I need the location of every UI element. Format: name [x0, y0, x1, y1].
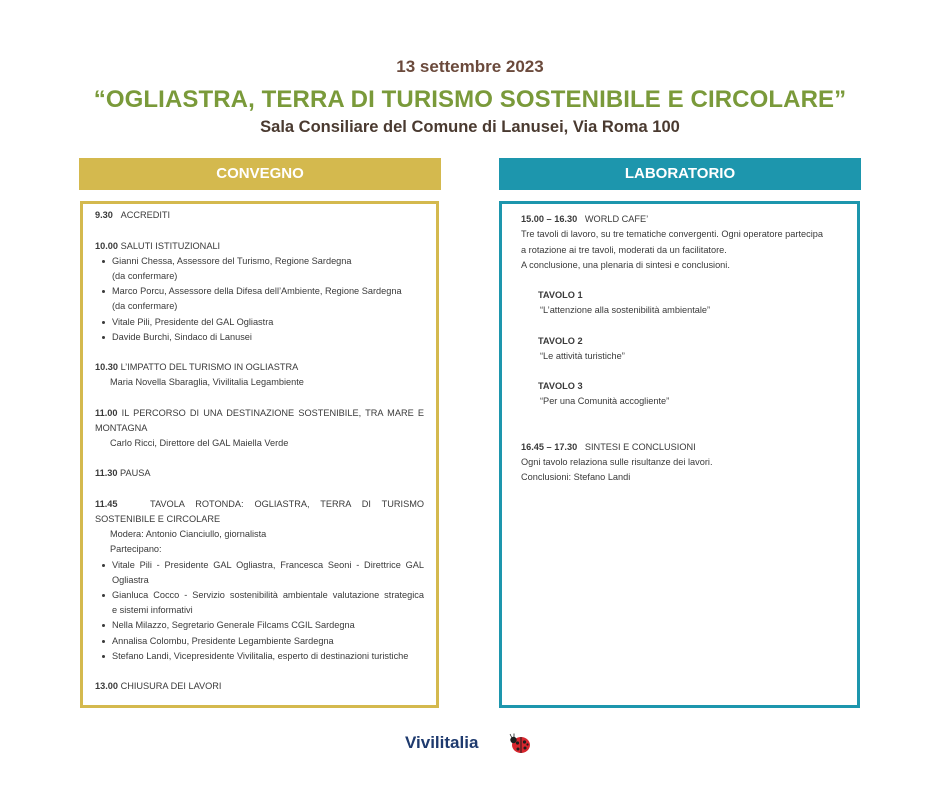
- description-line: A conclusione, una plenaria di sintesi e conclusioni.: [521, 260, 730, 270]
- vivilitalia-logo-text: Vivilitalia: [405, 733, 479, 752]
- program-item-title-cont: SOSTENIBILE E CIRCOLARE: [95, 514, 221, 524]
- list-item-note: (da confermare): [112, 301, 178, 311]
- tavolo-topic: “Per una Comunità accogliente”: [540, 396, 670, 406]
- description-line: a rotazione ai tre tavoli, moderati da un facilitatore.: [521, 245, 727, 255]
- program-item-percorso: [95, 407, 424, 419]
- program-item-title: L’IMPATTO DEL TURISMO IN OGLIASTRA: [120, 362, 299, 372]
- program-item-title: CHIUSURA DEI LAVORI: [120, 681, 222, 691]
- speaker: Carlo Ricci, Direttore del GAL Maiella Verde: [110, 438, 289, 448]
- description-line: Conclusioni: Stefano Landi: [521, 472, 631, 482]
- laboratorio-panel: [499, 201, 860, 708]
- time: 11.00: [95, 408, 118, 418]
- list-item: Annalisa Colombu, Presidente Legambiente Sardegna: [112, 636, 334, 646]
- program-item-world-cafe: [521, 213, 648, 225]
- list-item: Gianni Chessa, Assessore del Turismo, Regione Sardegna: [112, 256, 352, 266]
- list-item: Gianluca Cocco - Servizio sostenibilità ambientale valutazione strategica: [112, 590, 424, 600]
- program-item-title: SINTESI E CONCLUSIONI: [584, 442, 696, 452]
- event-date: 13 settembre 2023: [396, 57, 544, 76]
- program-item-chiusura: [95, 680, 221, 692]
- description-line: Ogni tavolo relaziona sulle risultanze dei lavori.: [521, 457, 713, 467]
- list-item: Nella Milazzo, Segretario Generale Filcams CGIL Sardegna: [112, 620, 355, 630]
- time: 11.30: [95, 468, 118, 478]
- time: 13.00: [95, 681, 118, 691]
- program-item-title: IL PERCORSO DI UNA DESTINAZIONE SOSTENIBILE, TRA MARE E: [121, 408, 424, 418]
- time: 11.45: [95, 499, 118, 509]
- time: 10.30: [95, 362, 118, 372]
- program-item-title: TAVOLA ROTONDA: OGLIASTRA, TERRA DI TURISMO: [150, 499, 424, 509]
- program-item-sintesi: [521, 441, 696, 453]
- list-item: Davide Burchi, Sindaco di Lanusei: [112, 332, 252, 342]
- list-item: Vitale Pili - Presidente GAL Ogliastra, Francesca Seoni - Direttrice GAL: [112, 560, 424, 570]
- tavolo-topic: “L’attenzione alla sostenibilità ambientale”: [540, 305, 711, 315]
- laboratorio-heading: LABORATORIO: [499, 158, 861, 190]
- program-item-pausa: [95, 467, 151, 479]
- list-item: Stefano Landi, Vicepresidente Vivilitalia, esperto di destinazioni turistiche: [112, 651, 409, 661]
- list-item-cont: e sistemi informativi: [112, 605, 193, 615]
- tavolo-title: TAVOLO 1: [538, 290, 583, 300]
- program-item-title: ACCREDITI: [120, 210, 171, 220]
- tavolo-title: TAVOLO 2: [538, 336, 583, 346]
- convegno-heading: CONVEGNO: [79, 158, 441, 190]
- program-item-tavola: [95, 498, 424, 510]
- description-line: Tre tavoli di lavoro, su tre tematiche convergenti. Ogni operatore partecipa: [521, 229, 823, 239]
- program-item-title: SALUTI ISTITUZIONALI: [120, 241, 221, 251]
- program-item-saluti: [95, 240, 220, 252]
- program-item-accrediti: [95, 209, 170, 221]
- program-item-impatto: [95, 361, 298, 373]
- time: 10.00: [95, 241, 118, 251]
- time: 15.00 – 16.30: [521, 214, 578, 224]
- list-item: Vitale Pili, Presidente del GAL Ogliastra: [112, 317, 274, 327]
- program-item-title-cont: MONTAGNA: [95, 423, 148, 433]
- moderator: Modera: Antonio Cianciullo, giornalista: [110, 529, 267, 539]
- program-item-title: PAUSA: [120, 468, 151, 478]
- participants-label: Partecipano:: [110, 544, 162, 554]
- speaker: Maria Novella Sbaraglia, Vivilitalia Legambiente: [110, 377, 304, 387]
- time: 16.45 – 17.30: [521, 442, 578, 452]
- ladybug-icon: [508, 731, 532, 755]
- event-venue: Sala Consiliare del Comune di Lanusei, Via Roma 100: [260, 118, 680, 136]
- event-title: “OGLIASTRA, TERRA DI TURISMO SOSTENIBILE E CIRCOLARE”: [93, 86, 847, 113]
- list-item-note: (da confermare): [112, 271, 178, 281]
- list-item-cont: Ogliastra: [112, 575, 149, 585]
- program-item-title: WORLD CAFE’: [584, 214, 649, 224]
- time: 9.30: [95, 210, 113, 220]
- list-item: Marco Porcu, Assessore della Difesa dell’Ambiente, Regione Sardegna: [112, 286, 402, 296]
- tavolo-title: TAVOLO 3: [538, 381, 583, 391]
- tavolo-topic: “Le attività turistiche”: [540, 351, 625, 361]
